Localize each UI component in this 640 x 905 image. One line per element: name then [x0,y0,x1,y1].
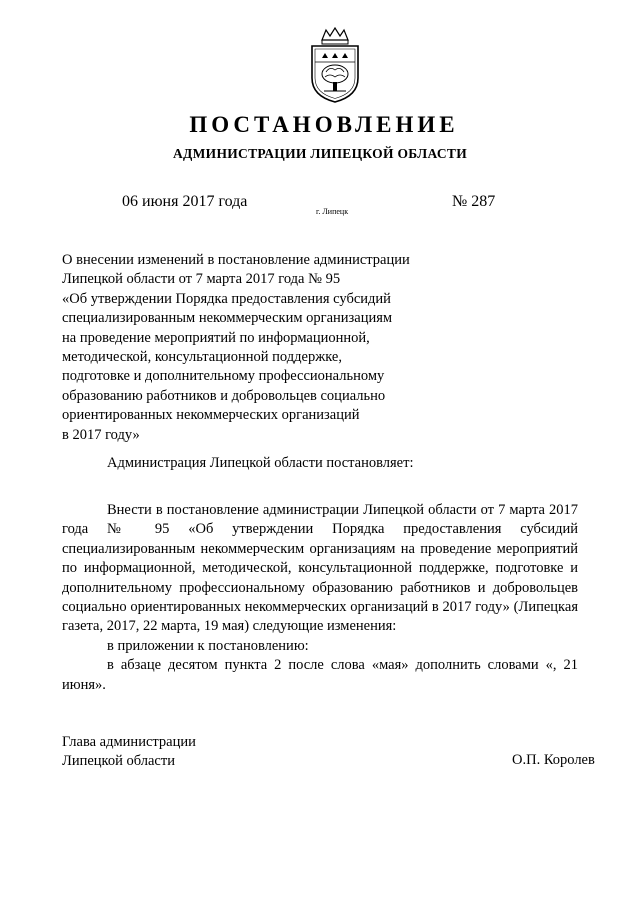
body-line: дополнительному профессиональному образованию работников и добровольцев [62,579,578,596]
body-line: газета, 2017, 22 марта, 19 мая) следующие изменения: [62,618,397,635]
subject-line: О внесении изменений в постановление администрации [62,252,410,268]
signatory-name: О.П. Королев [512,752,595,768]
signatory-position-line: Липецкой области [62,753,175,770]
document-city: г. Липецк [316,207,349,216]
body-line: в абзаце десятом пункта 2 после слова «мая» дополнить словами «, 21 [107,657,578,674]
subject-line: «Об утверждении Порядка предоставления субсидий [62,290,391,307]
preamble: Администрация Липецкой области постановляет: [107,455,414,471]
document-title: ПОСТАНОВЛЕНИЕ [189,112,459,137]
body-line: специализированным некоммерческим организациям на проведение мероприятий [62,540,578,557]
signatory-position-line: Глава администрации [62,734,196,750]
body-line: Внести в постановление администрации Липецкой области от 7 марта 2017 [107,502,578,518]
document-subject [62,251,442,445]
subject-line: образованию работников и добровольцев социально [62,387,386,404]
body-line: июня». [62,676,106,693]
issuer-name: АДМИНИСТРАЦИИ ЛИПЕЦКОЙ ОБЛАСТИ [172,146,468,161]
subject-line: методической, консультационной поддержке, [62,349,342,366]
body-line: по информационной, методической, консультационной поддержке, подготовке и [62,560,578,577]
document-number: № 287 [452,193,496,210]
subject-line: подготовке и дополнительному профессиональному [62,368,385,385]
coat-of-arms-icon [300,26,370,104]
body-line: в приложении к постановлению: [107,637,309,654]
subject-line: Липецкой области от 7 марта 2017 года № 95 [62,271,341,288]
signatory-position [62,733,196,772]
body-line: года № 95 «Об утверждении Порядка предоставления субсидий [62,521,578,538]
document-date: 06 июня 2017 года [122,193,248,210]
subject-line: на проведение мероприятий по информационной, [62,329,370,346]
body-line: социально ориентированных некоммерческих организаций в 2017 году» (Липецкая [62,599,578,616]
subject-line: ориентированных некоммерческих организаций [62,407,360,424]
subject-line: в 2017 году» [62,426,140,443]
document-body [62,501,578,695]
subject-line: специализированным некоммерческим организациям [62,310,393,327]
